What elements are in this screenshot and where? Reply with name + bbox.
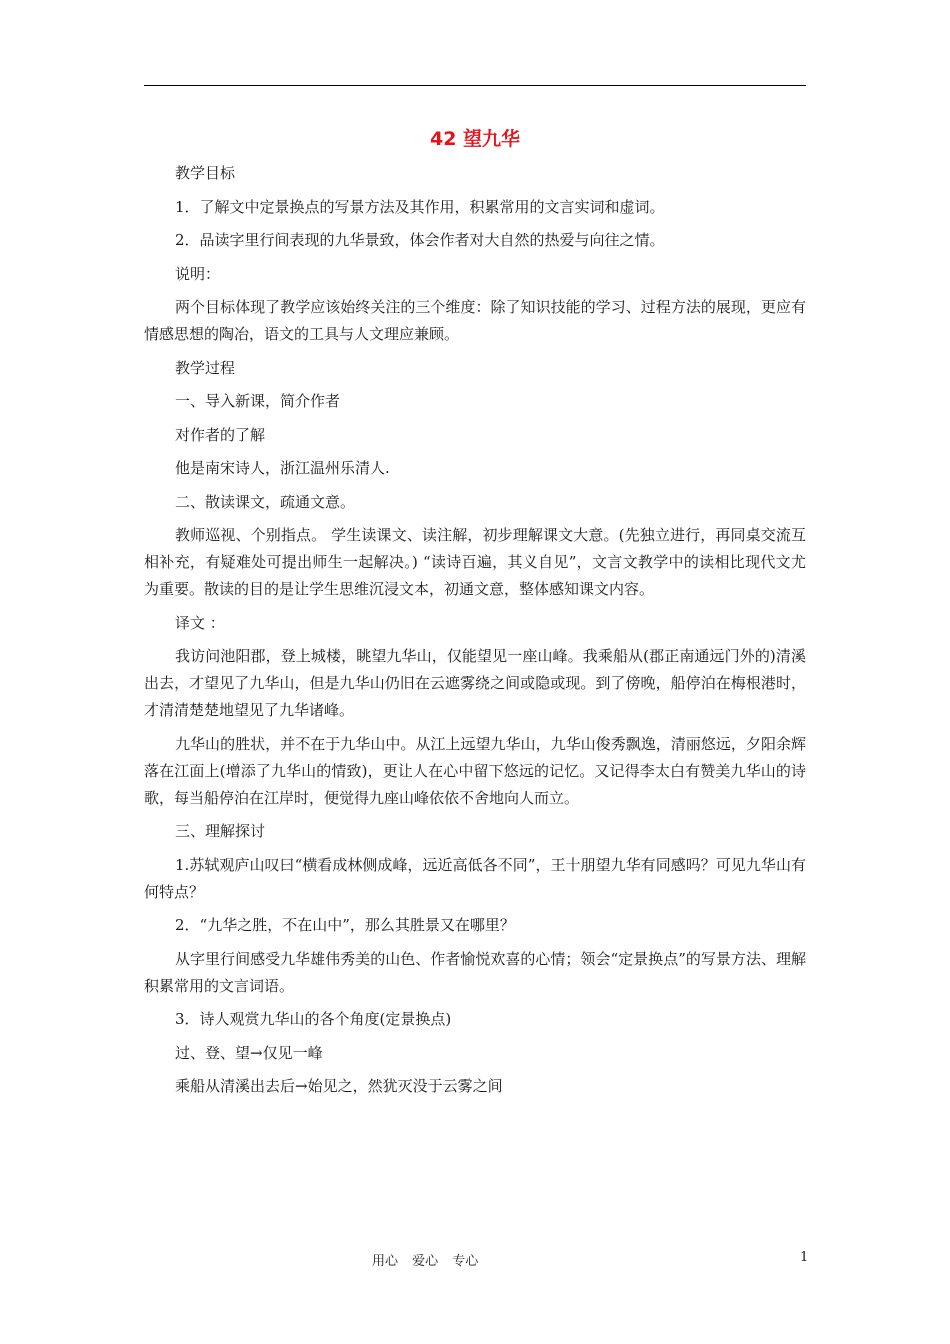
page-number: 1 bbox=[800, 1250, 809, 1265]
section-2-heading: 二、散读课文，疏通文意。 bbox=[175, 492, 356, 511]
document-title: 42 望九华 bbox=[429, 128, 521, 150]
note-paragraph: 两个目标体现了教学应该始终关注的三个维度：除了知识技能的学习、过程方法的展现，更应有情感思想的陶冶，语文的工具与人文理应兼顾。 bbox=[144, 298, 806, 343]
section-1-heading: 一、导入新课，简介作者 bbox=[175, 392, 341, 410]
goal-2: 2．品读字里行间表现的九华景致，体会作者对大自然的热爱与向往之情。 bbox=[175, 231, 665, 249]
question-2: 2．“九华之胜，不在山中”，那么其胜景又在哪里？ bbox=[175, 916, 515, 934]
question-3: 3．诗人观赏九华山的各个角度(定景换点) bbox=[175, 1010, 452, 1028]
viewpoint-2: 乘船从清溪出去后→始见之，然犹灭没于云雾之间 bbox=[175, 1077, 503, 1095]
translation-label: 译文 ： bbox=[175, 613, 225, 632]
footer-motto: 用心 爱心 专心 bbox=[372, 1254, 479, 1269]
document-body bbox=[144, 160, 806, 1107]
translation-paragraph-2: 九华山的胜状，并不在于九华山中。从江上远望九华山，九华山俊秀飘逸，清丽悠远，夕阳余辉落在江面上(增添了九华山的情致)，更让人在心中留下悠远的记忆。又记得李太白有赞美九华山的诗歌，每当船停泊在江岸时，便觉得九座山峰依依不舍地向人而立。 bbox=[144, 734, 806, 807]
heading-teaching-goals: 教学目标 bbox=[175, 164, 236, 182]
answer-2: 从字里行间感受九华雄伟秀美的山色、作者愉悦欢喜的心情；领会“定景换点”的写景方法、理解积累常用的文言词语。 bbox=[144, 949, 806, 995]
goal-1: 1．了解文中定景换点的写景方法及其作用，积累常用的文言实词和虚词。 bbox=[175, 197, 665, 216]
question-1: 1.苏轼观庐山叹曰“横看成林侧成峰，远近高低各不同”，王十朋望九华有同感吗？可见九华山有何特点？ bbox=[144, 855, 806, 901]
section-3-heading: 三、理解探讨 bbox=[175, 822, 266, 840]
author-intro: 他是南宋诗人，浙江温州乐清人. bbox=[175, 459, 390, 477]
header-rule bbox=[144, 85, 806, 86]
translation-paragraph-1: 我访问池阳郡，登上城楼，眺望九华山，仅能望见一座山峰。我乘船从(郡正南通远门外的)清溪出去，才望见了九华山，但是九华山仍旧在云遮雾绕之间或隐或现。到了傍晚，船停泊在梅根港时，才清清楚楚地望见了九华诸峰。 bbox=[144, 647, 806, 719]
viewpoint-1: 过、登、望→仅见一峰 bbox=[175, 1043, 323, 1062]
reading-instructions: 教师巡视、个别指点。 学生读课文、读注解，初步理解课文大意。(先独立进行，再同桌交流互相补充，有疑难处可提出师生一起解决。) “读诗百遍，其义自见”，文言文教学中的读相比现代文尤为重要。散读的目的是让学生思维沉浸文本，初通文意，整体感知课文内容。 bbox=[144, 526, 806, 598]
author-intro-label: 对作者的了解 bbox=[175, 425, 266, 444]
heading-teaching-process: 教学过程 bbox=[175, 358, 236, 377]
heading-note: 说明： bbox=[175, 264, 221, 283]
